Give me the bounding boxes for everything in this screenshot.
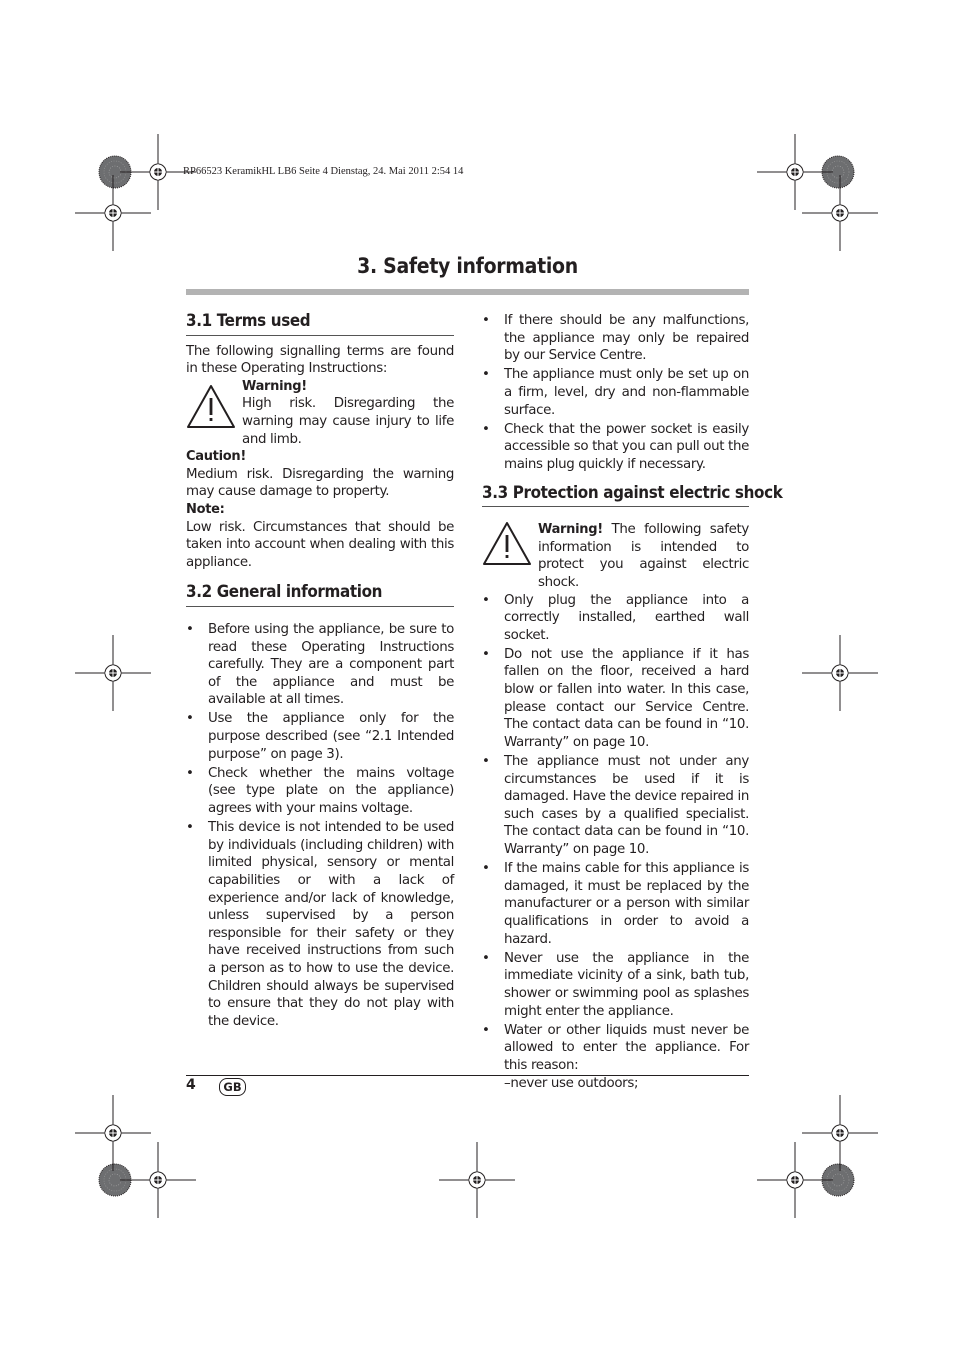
list-item: • If the mains cable for this appliance is damaged, it must be replaced by the manufacturer or a person with similar qualifications in order to avoid a hazard. xyxy=(482,860,749,948)
section-heading-wrap xyxy=(186,312,454,336)
language-badge: GB xyxy=(219,1078,246,1096)
general-information-continued-list xyxy=(482,312,749,474)
warning-term-block xyxy=(186,378,454,448)
terms-intro: The following signalling terms are found in these Operating Instructions: xyxy=(186,343,454,377)
caution-label: Caution! xyxy=(186,449,246,465)
general-information-list xyxy=(186,621,454,1030)
note-label: Note: xyxy=(186,501,225,517)
list-item: • The appliance must only be set up on a firm, level, dry and non-flammable surface. xyxy=(482,366,749,419)
list-item: • Water or other liquids must never be allowed to enter the appliance. For this reason: xyxy=(482,1022,749,1075)
section-heading-wrap xyxy=(482,482,783,508)
title-rule xyxy=(186,289,749,295)
footer-rule xyxy=(186,1075,749,1076)
left-column xyxy=(186,312,454,1032)
list-item: • Do not use the appliance if it has fallen on the floor, received a hard blow or fallen into water. In this case, please contact our Service Centre. The contact data can be found in “10. Warranty” on page 10. xyxy=(482,646,749,752)
section-heading-terms-used: 3.1 Terms used xyxy=(186,311,311,330)
list-item: • Never use the appliance in the immediate vicinity of a sink, bath tub, shower or swimming pool as splashes might enter the appliance. xyxy=(482,950,749,1020)
list-item: • Only plug the appliance into a correctly installed, earthed wall socket. xyxy=(482,592,749,645)
section-heading-electric-shock: 3.3 Protection against electric shock xyxy=(482,482,783,502)
warning-description: The following safety information is intended to protect you against electric shock. xyxy=(538,522,749,590)
list-item: • Check that the power socket is easily accessible so that you can pull out the mains plug quickly if necessary. xyxy=(482,421,749,474)
list-item: • This device is not intended to be used by individuals (including children) with limited physical, sensory or mental capabilities or with a lack of experience and/or lack of knowledge, unless supervised by a person responsible for their safety or they have received instructions from such a person as to how to use the device. Children should always be supervised to ensure that they do not play with the device. xyxy=(186,819,454,1030)
warning-triangle-icon xyxy=(186,384,236,430)
electric-shock-list xyxy=(482,592,749,1075)
electric-shock-warning-text xyxy=(538,521,749,591)
warning-description: High risk. Disregarding the warning may cause injury to life and limb. xyxy=(242,396,454,447)
print-header: RP66523 KeramikHL LB6 Seite 4 Dienstag, 24. Mai 2011 2:54 14 xyxy=(183,166,464,177)
electric-shock-warning-block xyxy=(482,521,749,591)
section-heading-wrap xyxy=(186,583,454,607)
warning-triangle-icon xyxy=(482,521,532,567)
list-item: • Before using the appliance, be sure to read these Operating Instructions carefully. They are a component part of the appliance and must be available at all times. xyxy=(186,621,454,709)
page-title: 3. Safety information xyxy=(357,254,578,278)
section-heading-general-information: 3.2 General information xyxy=(186,582,383,602)
warning-label: Warning! xyxy=(538,522,603,538)
caution-description: Medium risk. Disregarding the warning may cause damage to property. xyxy=(186,466,454,500)
list-item: • Check whether the mains voltage (see type plate on the appliance) agrees with your mains voltage. xyxy=(186,765,454,818)
list-item: • The appliance must not under any circumstances be used if it is damaged. Have the device repaired in such cases by a qualified specialist. The contact data can be found in “10. Warranty” on page 10. xyxy=(482,753,749,859)
warning-label: Warning! xyxy=(242,378,307,394)
sub-list-item: –never use outdoors; xyxy=(504,1075,639,1091)
list-item: • If there should be any malfunctions, the appliance may only be repaired by our Service Centre. xyxy=(482,312,749,365)
right-column xyxy=(482,312,783,1092)
list-item: • Use the appliance only for the purpose described (see “2.1 Intended purpose” on page 3). xyxy=(186,710,454,763)
page-number: 4 xyxy=(186,1077,196,1093)
note-description: Low risk. Circumstances that should be taken into account when dealing with this appliance. xyxy=(186,519,454,570)
warning-term-text xyxy=(242,378,454,448)
